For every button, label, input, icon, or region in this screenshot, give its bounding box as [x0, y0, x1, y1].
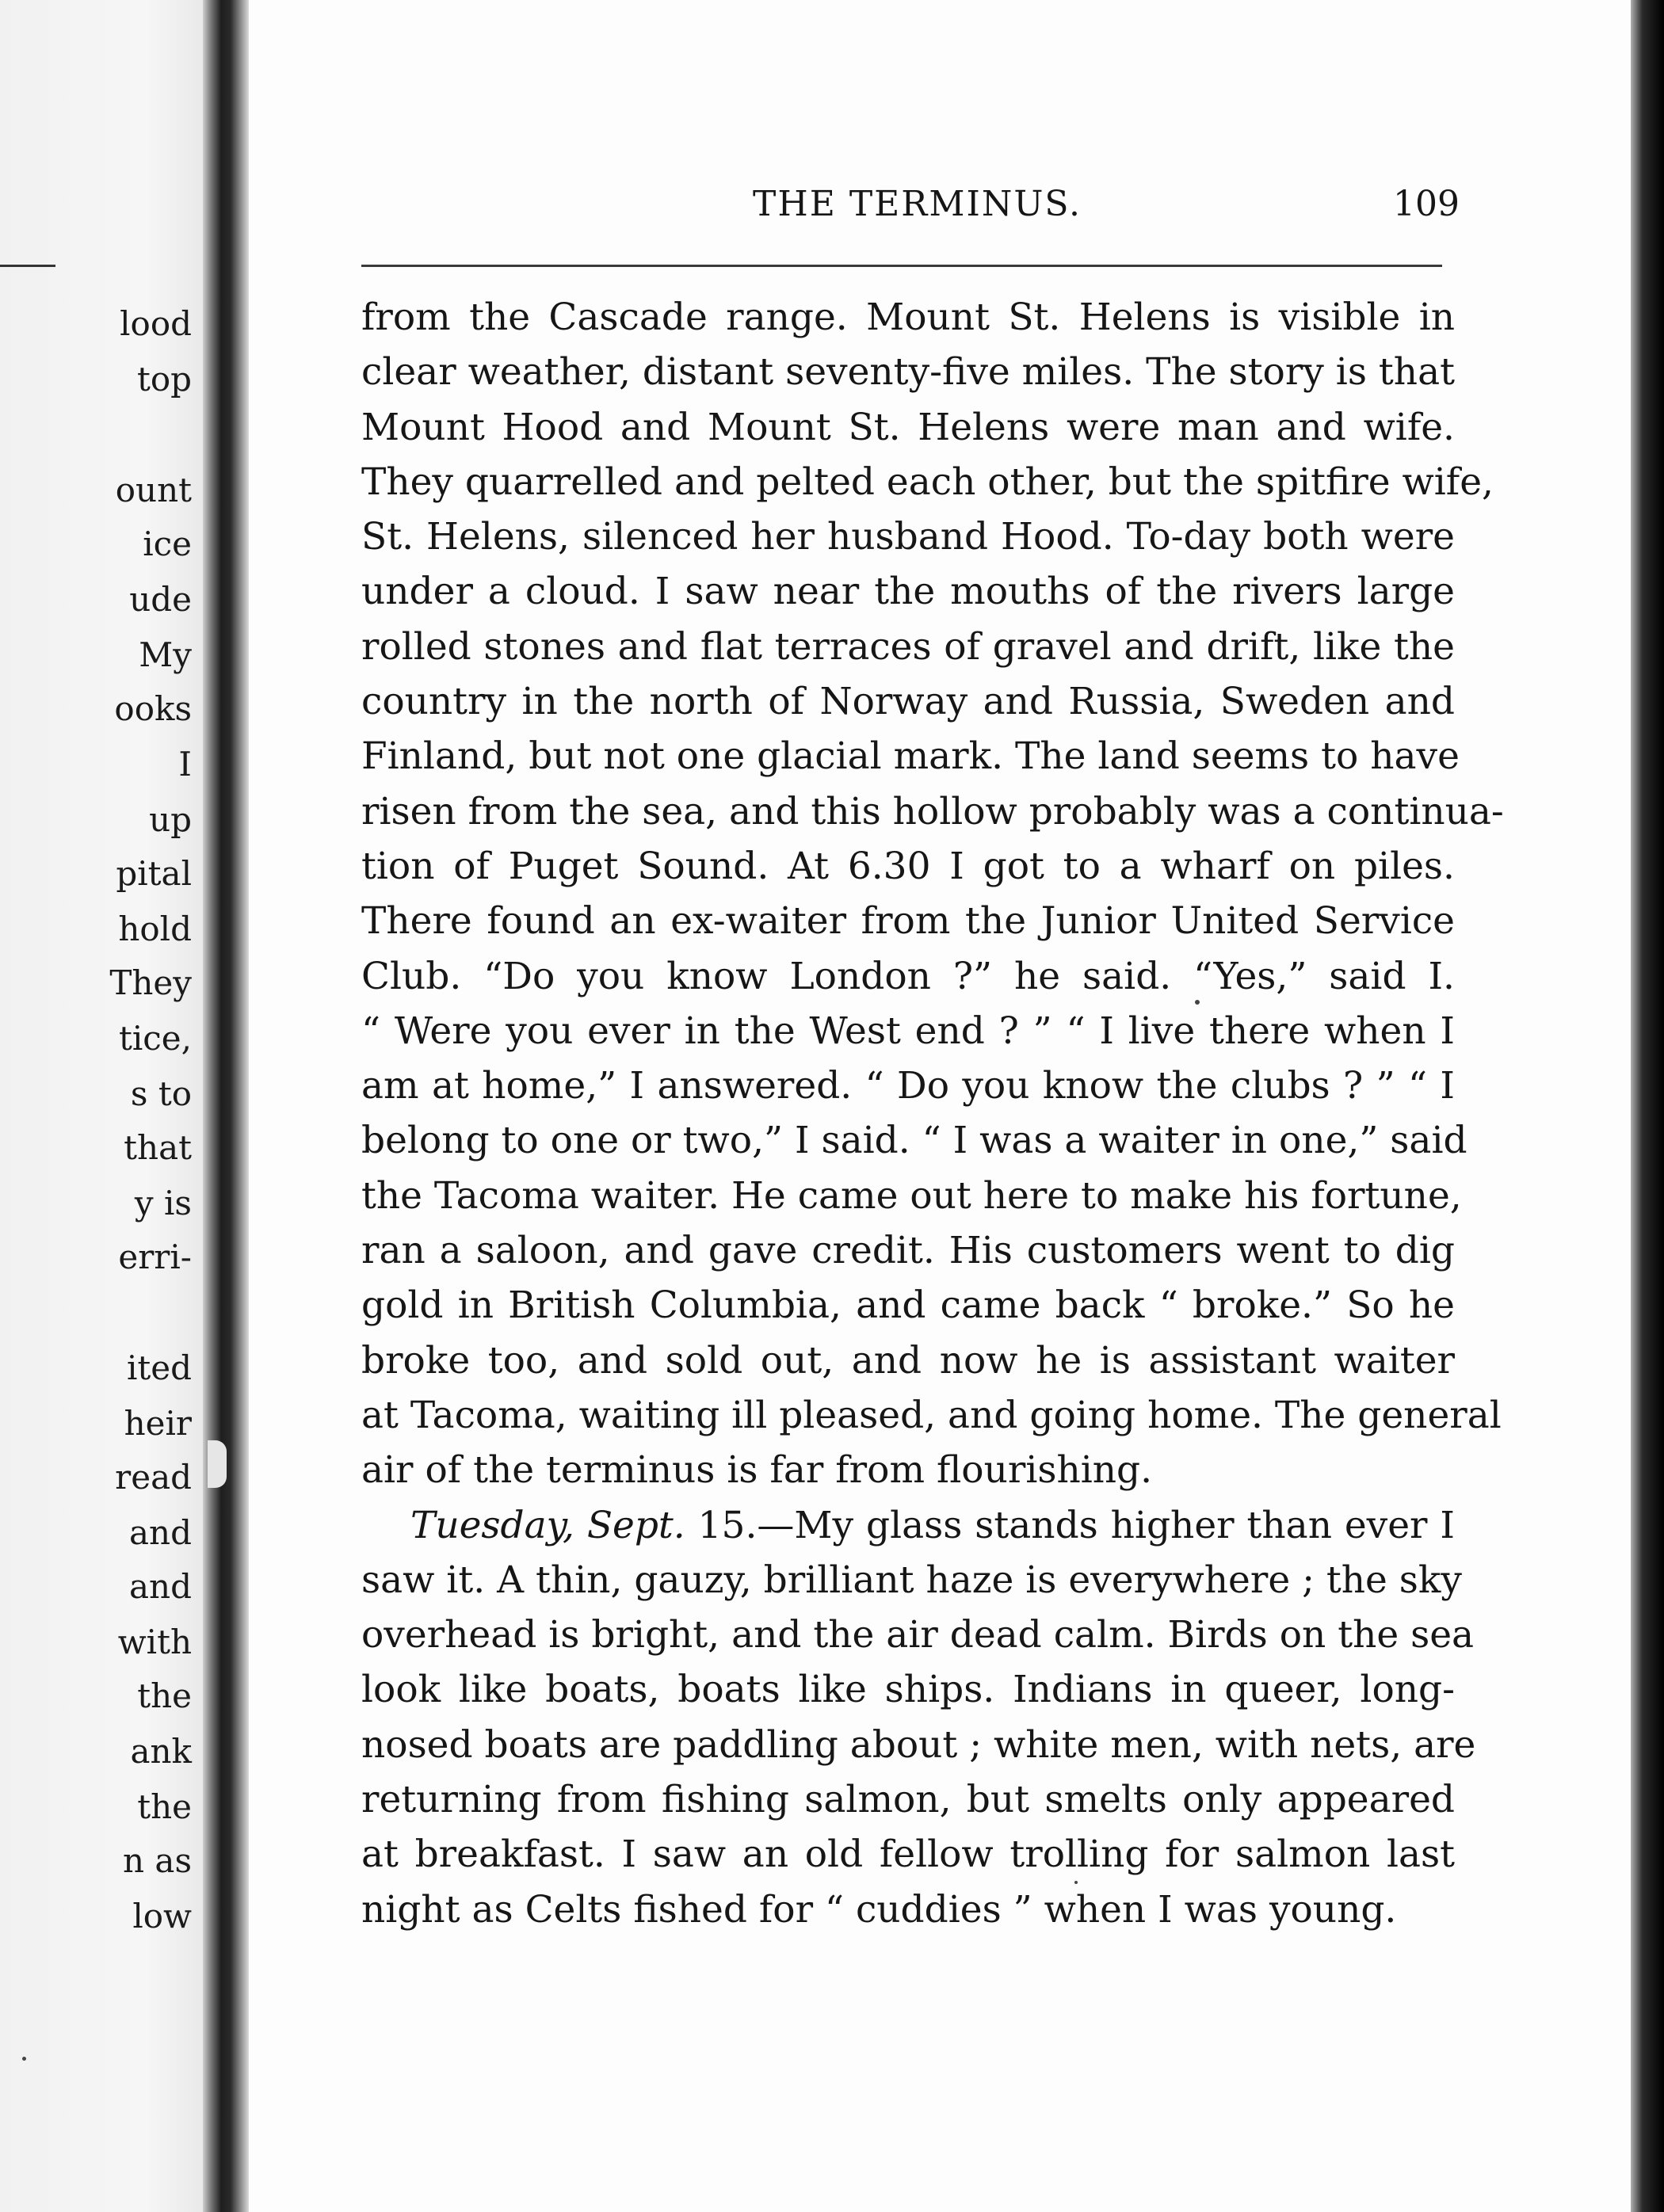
facing-page-fragment — [0, 0, 208, 2212]
text-line: broke too, and sold out, and now he is assistant waiter — [361, 1338, 1455, 1382]
text-line: belong to one or two,” I said. “ I was a waiter in one,” said — [361, 1119, 1467, 1163]
facing-page-line: with — [117, 1623, 192, 1661]
text-line: risen from the sea, and this hollow probably was a continua- — [361, 789, 1504, 833]
text-line: “ Were you ever in the West end ? ” “ I live there when I — [361, 1009, 1455, 1053]
facing-page-line: ude — [129, 580, 192, 619]
facing-page-line: up — [149, 800, 192, 839]
facing-page-line: heir — [124, 1404, 192, 1443]
page-number: 109 — [1393, 184, 1460, 224]
text-line: Mount Hood and Mount St. Helens were man and wife. — [361, 405, 1455, 449]
text-line: Finland, but not one glacial mark. The land seems to have — [361, 734, 1460, 779]
text-line: air of the terminus is far from flourishing. — [361, 1448, 1153, 1493]
text-line: gold in British Columbia, and came back “ broke.” So he — [361, 1283, 1455, 1328]
facing-page-line: n as — [123, 1841, 192, 1880]
facing-page-line: lood — [120, 304, 192, 343]
text-line: at Tacoma, waiting ill pleased, and going home. The general — [361, 1393, 1502, 1437]
dateline-line — [361, 1498, 1455, 1553]
text-line: country in the north of Norway and Russia, Sweden and — [361, 680, 1455, 724]
header-rule — [361, 265, 1442, 267]
text-line: under a cloud. I saw near the mouths of the rivers large — [361, 570, 1455, 614]
text-line: clear weather, distant seventy-five miles. The story is that — [361, 350, 1455, 395]
paragraph-tuesday — [361, 1498, 1476, 1937]
text-line: overhead is bright, and the air dead calm. Birds on the sea — [361, 1613, 1475, 1657]
facing-page-line: ount — [115, 471, 192, 509]
text-line: look like boats, boats like ships. Indians in queer, long- — [361, 1668, 1455, 1712]
text-line: the Tacoma waiter. He came out here to make his fortune, — [361, 1173, 1462, 1218]
facing-page-line: low — [132, 1897, 192, 1936]
text-line: am at home,” I answered. “ Do you know the clubs ? ” “ I — [361, 1064, 1455, 1108]
facing-page-line: tice, — [118, 1019, 192, 1058]
print-speck — [22, 2057, 26, 2061]
facing-page-line: They — [109, 963, 192, 1002]
dateline-rest: 15.—My glass stands higher than ever I — [685, 1503, 1455, 1547]
facing-page-line: that — [124, 1128, 192, 1167]
running-head: THE TERMINUS. — [753, 184, 1082, 224]
text-line: rolled stones and flat terraces of gravel and drift, like the — [361, 624, 1455, 669]
facing-page-line: My — [139, 635, 192, 674]
dateline: Tuesday, Sept. — [410, 1503, 685, 1547]
facing-page-line: y is — [134, 1184, 192, 1222]
book-gutter — [203, 0, 249, 2212]
text-line: returning from fishing salmon, but smelts only appeared — [361, 1778, 1455, 1822]
text-line: night as Celts fished for “ cuddies ” when I was young. — [361, 1887, 1397, 1932]
text-line: nosed boats are paddling about ; white men, with nets, are — [361, 1722, 1476, 1767]
text-line: St. Helens, silenced her husband Hood. To-day both were — [361, 515, 1455, 559]
gutter-notch — [208, 1440, 227, 1488]
text-line: ran a saloon, and gave credit. His customers went to dig — [361, 1229, 1455, 1273]
facing-page-line: ooks — [114, 689, 192, 728]
facing-page-rule — [0, 265, 55, 267]
facing-page-line: ice — [143, 524, 192, 563]
print-speck — [1195, 1000, 1200, 1005]
facing-page-line: and — [129, 1567, 192, 1606]
facing-page-line: ited — [126, 1348, 192, 1387]
text-line: There found an ex-waiter from the Junior United Service — [361, 899, 1455, 944]
facing-page-line: pital — [116, 854, 192, 893]
facing-page-line: the — [137, 1676, 192, 1715]
facing-page-line: erri- — [118, 1238, 192, 1276]
facing-page-line: I — [178, 745, 192, 784]
text-line: tion of Puget Sound. At 6.30 I got to a wharf on piles. — [361, 844, 1455, 888]
text-line: from the Cascade range. Mount St. Helens is visible in — [361, 296, 1455, 339]
page-edge-shadow — [1631, 0, 1664, 2212]
facing-page-line: s to — [130, 1074, 192, 1113]
text-line: Club. “Do you know London ?” he said. “Yes,” said I. — [361, 954, 1455, 998]
page-body — [361, 290, 1504, 1937]
facing-page-line: top — [136, 360, 192, 399]
paragraph-terminus — [361, 290, 1504, 1498]
facing-page-line: the — [137, 1787, 192, 1826]
facing-page-line: hold — [118, 910, 192, 948]
text-line: saw it. A thin, gauzy, brilliant haze is everywhere ; the sky — [361, 1558, 1462, 1602]
facing-page-line: ank — [130, 1732, 192, 1771]
print-speck — [1074, 1881, 1078, 1884]
facing-page-line: and — [129, 1513, 192, 1552]
text-line: at breakfast. I saw an old fellow trolling for salmon last — [361, 1833, 1455, 1877]
facing-page-line: read — [115, 1458, 192, 1497]
text-line: They quarrelled and pelted each other, but the spitfire wife, — [361, 460, 1494, 504]
